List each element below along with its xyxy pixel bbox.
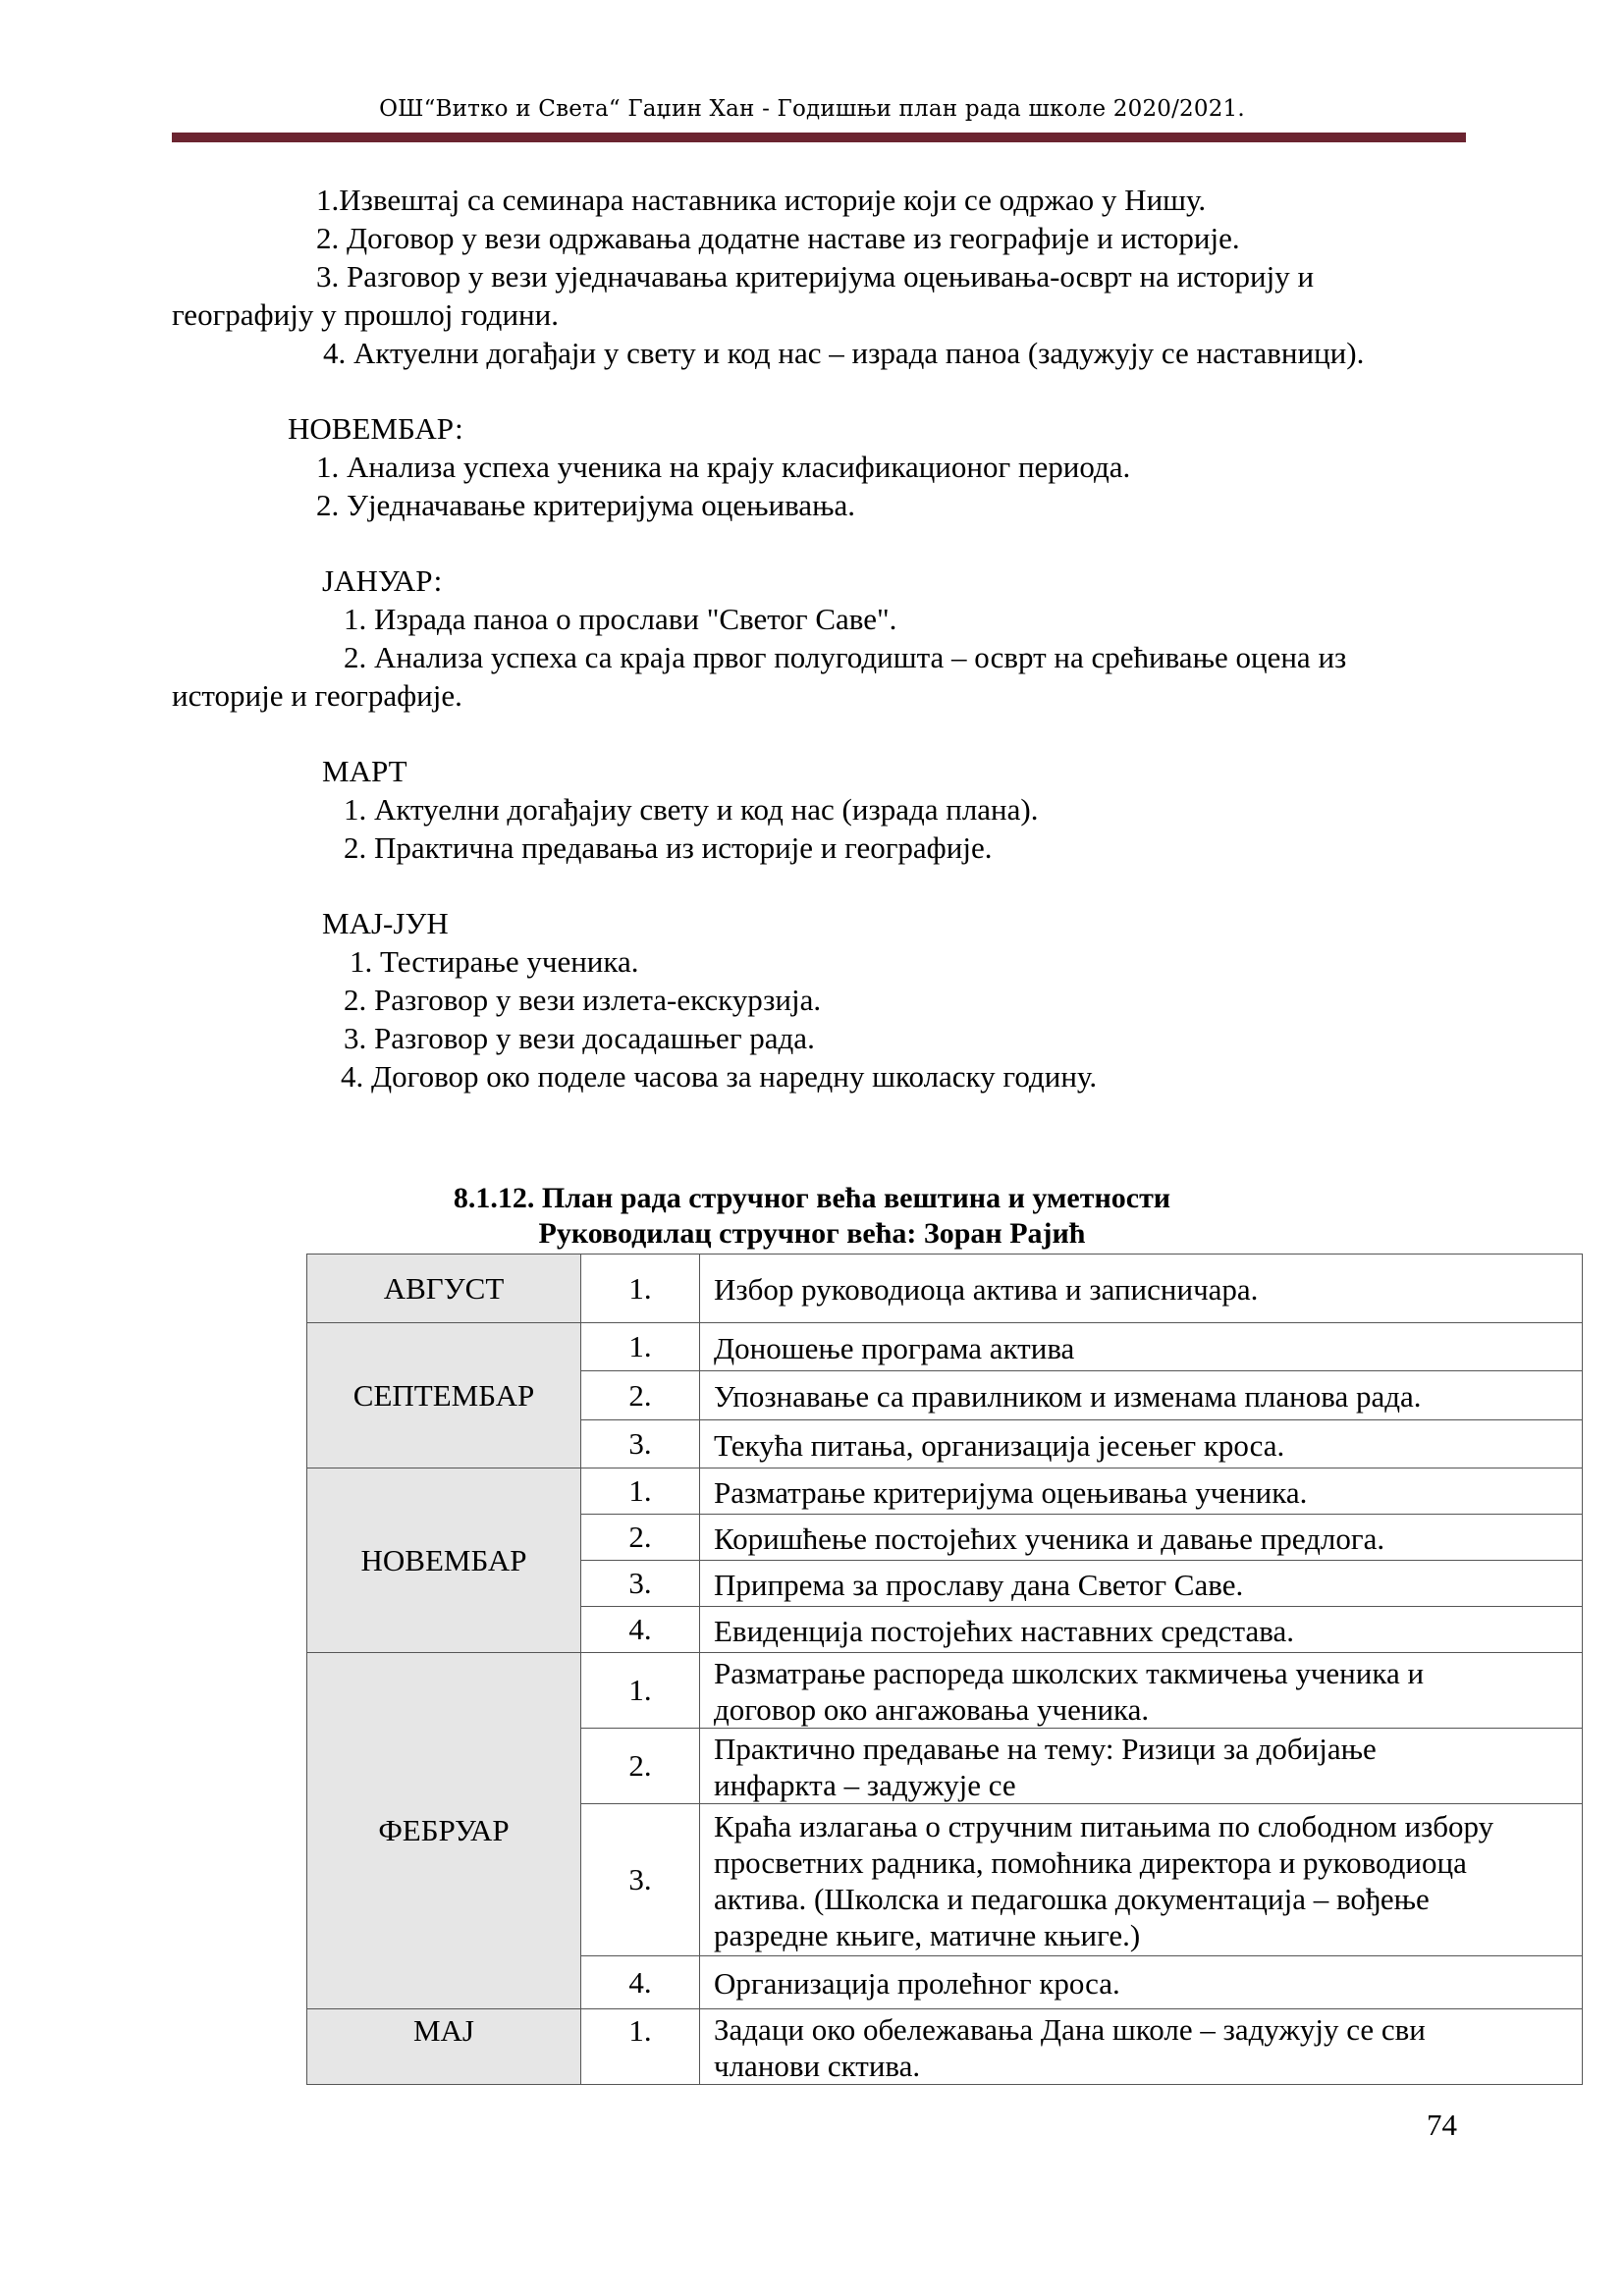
page-header: ОШ“Витко и Света“ Гаџин Хан - Годишњи план рада школе 2020/2021. bbox=[379, 96, 1245, 122]
item-description-cell: Организација пролећног кроса. bbox=[700, 1956, 1583, 2009]
item-description-cell: Текућа питања, организација јесењег кроса. bbox=[700, 1420, 1583, 1468]
item-description-cell bbox=[700, 1804, 1583, 1956]
november-item: 2. Уједначавање критеријума оцењивања. bbox=[316, 488, 855, 522]
mayjune-item: 3. Разговор у вези досадашњег рада. bbox=[344, 1021, 815, 1055]
table-row bbox=[307, 1323, 1583, 1371]
item-number-cell: 1. bbox=[581, 1323, 700, 1371]
item-description-cell: Доношење програма актива bbox=[700, 1323, 1583, 1371]
section-subtitle: Руководилац стручног већа: Зоран Рајић bbox=[538, 1217, 1086, 1250]
description-line: разредне књиге, матичне књиге.) bbox=[714, 1918, 1141, 1952]
mayjune-item: 4. Договор око поделе часова за наредну школаску годину. bbox=[341, 1059, 1098, 1094]
item-number-cell: 1. bbox=[581, 1653, 700, 1729]
item-description-cell: Припрема за прославу дана Светог Саве. bbox=[700, 1561, 1583, 1607]
description-line: Разматрање распореда школских такмичења ученика и bbox=[714, 1656, 1425, 1690]
intro-item-continued: географију у прошлој години. bbox=[172, 297, 559, 332]
table-row bbox=[307, 2009, 1583, 2085]
march-item: 2. Практична предавања из историје и географије. bbox=[344, 830, 993, 865]
intro-item: 4. Актуелни догађаји у свету и код нас – израда паноа (задужују се наставници). bbox=[323, 336, 1365, 370]
table-row bbox=[307, 1653, 1583, 1729]
intro-item: 1.Извештај са семинара наставника историје који се одржао у Нишу. bbox=[316, 183, 1207, 217]
item-number-cell: 1. bbox=[581, 1255, 700, 1323]
item-number-cell: 2. bbox=[581, 1515, 700, 1561]
january-item-continued: историје и географије. bbox=[172, 678, 462, 713]
item-number-cell: 1. bbox=[581, 1468, 700, 1515]
mayjune-item: 1. Тестирање ученика. bbox=[350, 944, 639, 979]
header-rule bbox=[172, 133, 1466, 142]
description-line: актива. (Школска и педагошка документација – вођење bbox=[714, 1882, 1430, 1916]
month-cell: АВГУСТ bbox=[307, 1255, 581, 1323]
item-number-cell: 4. bbox=[581, 1607, 700, 1653]
section-title: 8.1.12. План рада стручног већа вештина и уметности bbox=[453, 1182, 1171, 1214]
item-number-cell: 4. bbox=[581, 1956, 700, 2009]
item-number-cell: 2. bbox=[581, 1371, 700, 1420]
item-number-cell: 3. bbox=[581, 1420, 700, 1468]
january-item: 2. Анализа успеха са краја првог полугодишта – осврт на срећивање оцена из bbox=[344, 640, 1347, 674]
november-heading: НОВЕМБАР: bbox=[288, 411, 463, 446]
description-line: Краћа излагања о стручним питањима по слободном избору bbox=[714, 1809, 1494, 1843]
month-cell: НОВЕМБАР bbox=[307, 1468, 581, 1653]
description-line: просветних радника, помоћника директора и руководиоца bbox=[714, 1845, 1467, 1880]
document-body bbox=[172, 181, 1468, 1095]
item-description-cell: Упознавање са правилником и изменама планова рада. bbox=[700, 1371, 1583, 1420]
item-description-cell bbox=[700, 1653, 1583, 1729]
page-number: 74 bbox=[1427, 2108, 1457, 2142]
intro-item: 2. Договор у вези одржавања додатне наставе из географије и историје. bbox=[316, 221, 1240, 255]
intro-item: 3. Разговор у вези уједначавања критеријума оцењивања-осврт на историју и bbox=[316, 259, 1315, 294]
item-description-cell bbox=[700, 1729, 1583, 1804]
item-description-cell: Евиденција постојећих наставних средстава. bbox=[700, 1607, 1583, 1653]
item-description-cell bbox=[700, 2009, 1583, 2085]
month-cell: СЕПТЕМБАР bbox=[307, 1323, 581, 1468]
description-line: инфаркта – задужује се bbox=[714, 1768, 1016, 1802]
description-line: чланови сктива. bbox=[714, 2049, 921, 2083]
january-item: 1. Израда паноа о прослави "Светог Саве". bbox=[344, 602, 897, 636]
description-line: договор око ангажовања ученика. bbox=[714, 1692, 1150, 1727]
item-description-cell: Разматрање критеријума оцењивања ученика. bbox=[700, 1468, 1583, 1515]
item-description-cell: Избор руководиоца актива и записничара. bbox=[700, 1255, 1583, 1323]
mayjune-heading: МАЈ-ЈУН bbox=[322, 906, 449, 940]
march-heading: МАРТ bbox=[322, 754, 407, 788]
item-number-cell: 1. bbox=[581, 2009, 700, 2085]
march-item: 1. Актуелни догађајиу свету и код нас (израда плана). bbox=[344, 792, 1039, 827]
november-item: 1. Анализа успеха ученика на крају класификационог периода. bbox=[316, 450, 1131, 484]
description-line: Практично предавање на тему: Ризици за добијање bbox=[714, 1732, 1377, 1766]
mayjune-item: 2. Разговор у вези излета-екскурзија. bbox=[344, 983, 822, 1017]
plan-table bbox=[306, 1254, 1583, 2085]
item-number-cell: 2. bbox=[581, 1729, 700, 1804]
table-row bbox=[307, 1468, 1583, 1515]
table-row bbox=[307, 1255, 1583, 1323]
item-description-cell: Коришћење постојећих ученика и давање предлога. bbox=[700, 1515, 1583, 1561]
item-number-cell: 3. bbox=[581, 1804, 700, 1956]
january-heading: ЈАНУАР: bbox=[322, 563, 443, 598]
month-cell: МАЈ bbox=[307, 2009, 581, 2085]
month-cell: ФЕБРУАР bbox=[307, 1653, 581, 2009]
description-line: Задаци око обележавања Дана школе – задужују се сви bbox=[714, 2012, 1426, 2047]
item-number-cell: 3. bbox=[581, 1561, 700, 1607]
